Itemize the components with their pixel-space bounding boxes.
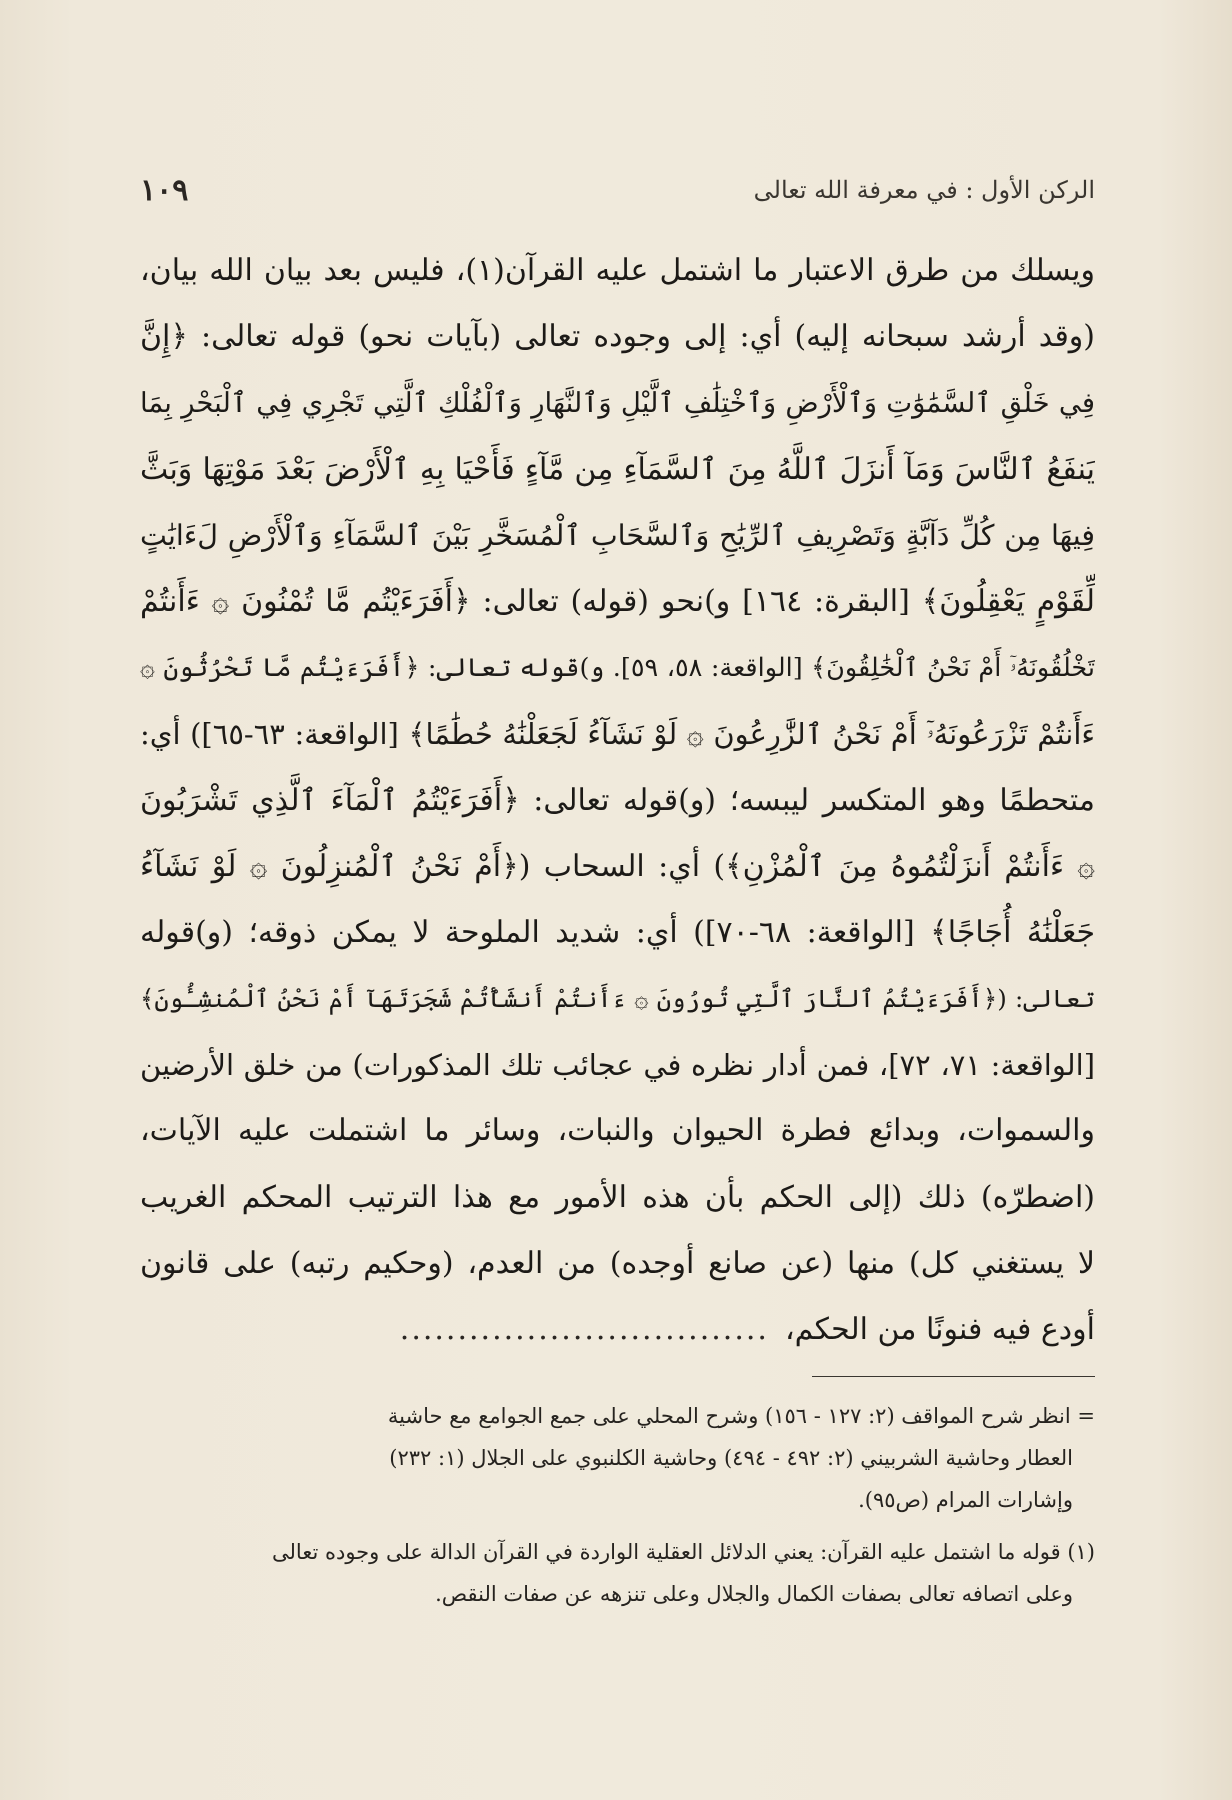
text-line: والسموات، وبدائع فطرة الحيوان والنبات، وسائر ما اشتملت عليه الآيات، <box>140 1113 1095 1149</box>
quran-line: يَنفَعُ ٱلنَّاسَ وَمَآ أَنزَلَ ٱللَّهُ مِنَ ٱلسَّمَآءِ مِن مَّآءٍ فَأَحْيَا بِهِ ٱلْأَرْضَ بَعْدَ مَوْتِهَا وَبَثَّ <box>140 451 1095 487</box>
page-number: ١٠٩ <box>140 172 189 208</box>
text-line: (وقد أرشد سبحانه إليه) أي: إلى وجوده تعالى (بآيات نحو) قوله تعالى: ﴿إِنَّ <box>140 319 1095 355</box>
text-line: متحطمًا وهو المتكسر ليبسه؛ (و)قوله تعالى: ﴿أَفَرَءَيْتُمُ ٱلْمَآءَ ٱلَّذِي تَشْرَبُونَ <box>140 782 1095 818</box>
text-line: [الواقعة: ٧١، ٧٢]، فمن أدار نظره في عجائب تلك المذكورات) من خلق الأرضين <box>140 1048 1095 1083</box>
text-line: ويسلك من طرق الاعتبار ما اشتمل عليه القرآن(١)، فليس بعد بيان الله بيان، <box>140 253 1095 288</box>
footnotes <box>140 1395 1095 1615</box>
text-line: ۞ ءَأَنتُمْ أَنزَلْتُمُوهُ مِنَ ٱلْمُزْنِ﴾) أي: السحاب (﴿أَمْ نَحْنُ ٱلْمُنزِلُونَ ۞ لَوْ نَشَآءُ <box>140 848 1095 884</box>
final-text-line <box>140 1297 1095 1363</box>
footnote-separator <box>812 1376 1095 1377</box>
running-head: الركن الأول : في معرفة الله تعالى <box>753 176 1095 204</box>
page-header <box>140 168 1095 212</box>
final-text: أودع فيه فنونًا من الحكم، <box>784 1312 1095 1347</box>
quran-line: فِي خَلْقِ ٱلسَّمَٰوَٰتِ وَٱلْأَرْضِ وَٱخْتِلَٰفِ ٱلَّيْلِ وَٱلنَّهَارِ وَٱلْفُلْكِ ٱلَّتِي تَجْرِي فِي ٱلْبَحْرِ بِمَا <box>140 387 1095 420</box>
text-line: لا يستغني كل) منها (عن صانع أوجده) من العدم، (وحكيم رتبه) على قانون <box>140 1245 1095 1281</box>
text-line: تَخْلُقُونَهُۥٓ أَمْ نَحْنُ ٱلْخَٰلِقُونَ﴾ [الواقعة: ٥٨، ٥٩]. و)قوله تعالى: ﴿أَفَرَءَيْتُم مَّا تَحْرُثُونَ ۞ <box>140 653 1095 684</box>
footnote-line: العطار وحاشية الشربيني (٢: ٤٩٢ - ٤٩٤) وحاشية الكلنبوي على الجلال (١: ٢٣٢) <box>389 1446 1073 1470</box>
text-line: جَعَلْنَٰهُ أُجَاجًا﴾ [الواقعة: ٦٨-٧٠]) أي: شديد الملوحة لا يمكن ذوقه؛ (و)قوله <box>140 914 1095 950</box>
quran-line: فِيهَا مِن كُلِّ دَآبَّةٍ وَتَصْرِيفِ ٱلرِّيَٰحِ وَٱلسَّحَابِ ٱلْمُسَخَّرِ بَيْنَ ٱلسَّمَآءِ وَٱلْأَرْضِ لَءَايَٰتٍ <box>140 518 1095 552</box>
footnote-line: = انظر شرح المواقف (٢: ١٢٧ - ١٥٦) وشرح المحلي على جمع الجوامع مع حاشية <box>387 1404 1095 1428</box>
footnote-line: (١) قوله ما اشتمل عليه القرآن: يعني الدلائل العقلية الواردة في القرآن الدالة على وجوده تعالى <box>272 1540 1095 1564</box>
footnote-line: وعلى اتصافه تعالى بصفات الكمال والجلال وعلى تنزهه عن صفات النقص. <box>435 1582 1073 1606</box>
text-line: تعالى: (﴿أَفَرَءَيْتُمُ ٱلنَّارَ ٱلَّتِي تُورُونَ ۞ ءَأَنتُمْ أَنشَأْتُمْ شَجَرَتَهَآ أَمْ نَحْنُ ٱلْمُنشِـُٔونَ﴾ <box>140 984 1095 1014</box>
main-text <box>140 238 1095 1363</box>
text-line: (اضطرّه) ذلك (إلى الحكم بأن هذه الأمور مع هذا الترتيب المحكم الغريب <box>140 1179 1095 1215</box>
text-line: لِّقَوْمٍ يَعْقِلُونَ﴾ [البقرة: ١٦٤] و)نحو (قوله) تعالى: ﴿أَفَرَءَيْتُم مَّا تُمْنُونَ ۞ ءَأَنتُمْ <box>140 583 1095 619</box>
footnote-line: وإشارات المرام (ص٩٥). <box>858 1488 1073 1512</box>
continuation-dots: ................................ <box>399 1312 769 1347</box>
text-line: ءَأَنتُمْ تَزْرَعُونَهُۥٓ أَمْ نَحْنُ ٱلزَّٰرِعُونَ ۞ لَوْ نَشَآءُ لَجَعَلْنَٰهُ حُطَٰمًا﴾ [الواقعة: ٦٣-٦٥]) أي: <box>140 717 1095 752</box>
